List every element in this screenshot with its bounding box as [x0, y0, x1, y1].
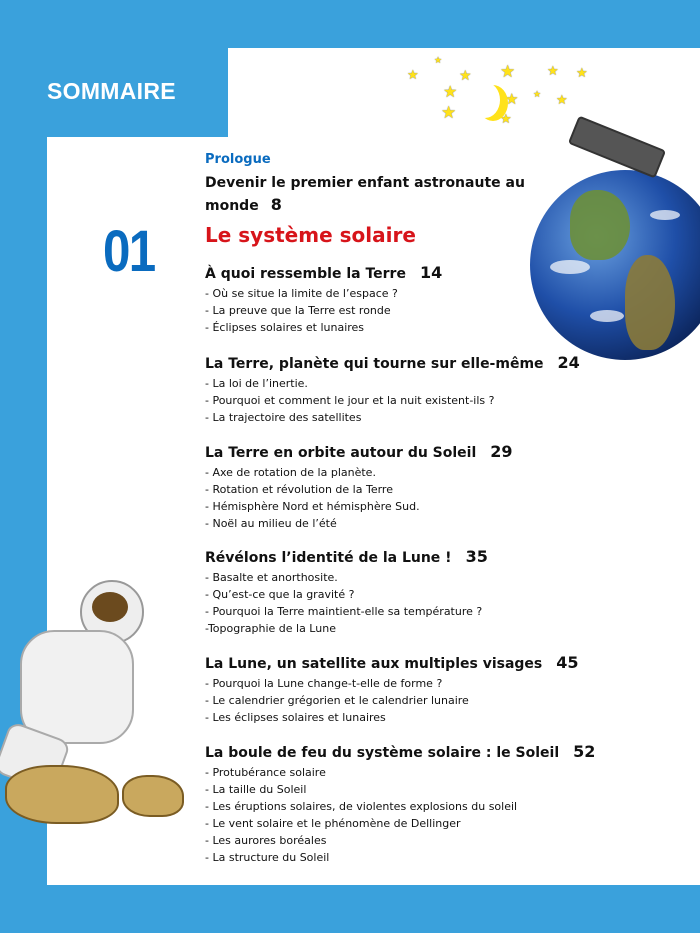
- section-heading[interactable]: [205, 263, 442, 282]
- section-subitem: - Rotation et révolution de la Terre: [205, 483, 393, 496]
- section-subitem: - Les aurores boréales: [205, 834, 327, 847]
- toc-section: [205, 263, 442, 336]
- section-subitem: - Le calendrier grégorien et le calendrier lunaire: [205, 694, 469, 707]
- section-subitem: - Les éruptions solaires, de violentes explosions du soleil: [205, 800, 518, 813]
- page-title: SOMMAIRE: [47, 78, 176, 104]
- prologue-title: Devenir le premier enfant astronaute au monde: [205, 175, 525, 214]
- chapter-title: Le système solaire: [205, 223, 416, 247]
- section-title: À quoi ressemble la Terre: [205, 266, 406, 282]
- prologue-label: Prologue: [205, 152, 271, 167]
- section-heading[interactable]: [205, 547, 488, 566]
- section-subitem: - Protubérance solaire: [205, 766, 326, 779]
- toc-section: [205, 442, 513, 532]
- section-subitem: - Noël au milieu de l’été: [205, 517, 337, 530]
- section-title: La Terre en orbite autour du Soleil: [205, 445, 477, 461]
- section-title: La Terre, planète qui tourne sur elle-même: [205, 356, 544, 372]
- astronaut-illustration: [0, 560, 170, 820]
- prologue-entry[interactable]: [205, 173, 525, 217]
- section-subitem: - La structure du Soleil: [205, 851, 330, 864]
- section-subitem: - Pourquoi et comment le jour et la nuit existent-ils ?: [205, 394, 495, 407]
- section-subitem: - Qu’est-ce que la gravité ?: [205, 588, 355, 601]
- section-subitem: - Le vent solaire et le phénomène de Dellinger: [205, 817, 461, 830]
- section-subitem: - Basalte et anorthosite.: [205, 571, 338, 584]
- section-subitem: - La loi de l’inertie.: [205, 377, 308, 390]
- section-heading[interactable]: [205, 353, 580, 372]
- section-page: 45: [556, 653, 579, 672]
- toc-section: [205, 742, 595, 866]
- section-subitem: - Hémisphère Nord et hémisphère Sud.: [205, 500, 420, 513]
- section-subitem: - Axe de rotation de la planète.: [205, 466, 376, 479]
- section-page: 35: [465, 547, 488, 566]
- section-heading[interactable]: [205, 742, 595, 761]
- section-subitem: - La taille du Soleil: [205, 783, 307, 796]
- toc-section: [205, 547, 488, 637]
- section-page: 24: [557, 353, 580, 372]
- prologue-page: 8: [270, 195, 282, 214]
- section-subitem: - La preuve que la Terre est ronde: [205, 304, 391, 317]
- section-subitem: - Les éclipses solaires et lunaires: [205, 711, 386, 724]
- section-subitem: - La trajectoire des satellites: [205, 411, 362, 424]
- section-heading[interactable]: [205, 442, 513, 461]
- section-subitem: - Où se situe la limite de l’espace ?: [205, 287, 398, 300]
- page-top-area: [228, 48, 700, 138]
- chapter-number: 01: [103, 219, 155, 284]
- section-page: 14: [419, 263, 443, 282]
- section-page: 29: [490, 442, 513, 461]
- section-heading[interactable]: [205, 653, 579, 672]
- section-page: 52: [573, 742, 596, 761]
- section-subitem: - Pourquoi la Lune change-t-elle de forme ?: [205, 677, 443, 690]
- section-title: La boule de feu du système solaire : le Soleil: [205, 745, 560, 761]
- toc-section: [205, 353, 580, 426]
- section-title: La Lune, un satellite aux multiples visages: [205, 656, 543, 672]
- section-subitem: - Éclipses solaires et lunaires: [205, 321, 365, 334]
- toc-section: [205, 653, 579, 726]
- section-subitem: - Pourquoi la Terre maintient-elle sa température ?: [205, 605, 483, 618]
- moon-icon: [470, 82, 500, 118]
- section-subitem: -Topographie de la Lune: [205, 622, 336, 635]
- section-title: Révélons l’identité de la Lune !: [205, 550, 452, 566]
